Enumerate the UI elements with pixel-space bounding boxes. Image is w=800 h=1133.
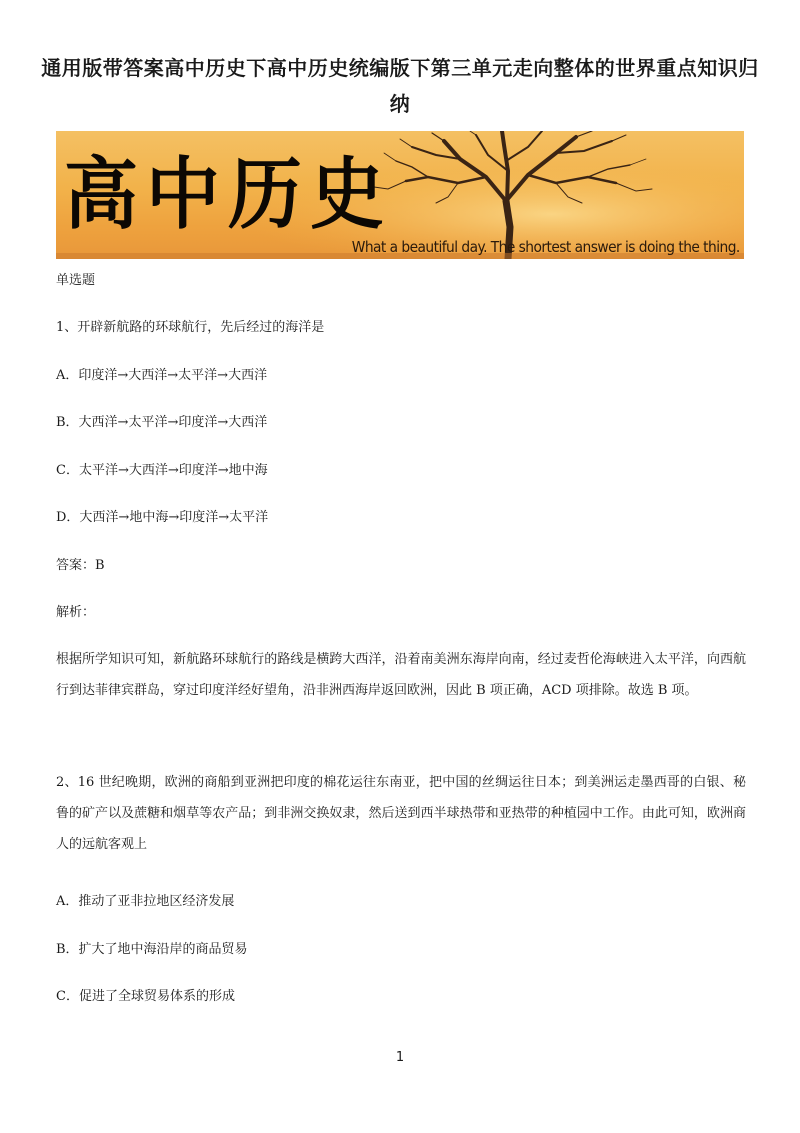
question-1-stem: 1、开辟新航路的环球航行，先后经过的海洋是: [56, 320, 325, 335]
question-2-stem: 2、16 世纪晚期，欧洲的商船到亚洲把印度的棉花运往东南亚，把中国的丝绸运往日本；到美洲运走墨西哥的白银、秘鲁的矿产以及蔗糖和烟草等农产品；到非洲交换奴隶，然后送到西半球热带和亚热带的种植园中工作。由此可知，欧洲商人的远航客观上: [56, 775, 746, 852]
question-1-analysis: 根据所学知识可知，新航路环球航行的路线是横跨大西洋，沿着南美洲东海岸向南，经过麦哲伦海峡进入太平洋，向西航行到达菲律宾群岛，穿过印度洋经好望角，沿非洲西海岸返回欧洲，因此 B 项正确，ACD 项排除。故选 B 项。: [56, 652, 746, 698]
question-2-option-b: B．扩大了地中海沿岸的商品贸易: [56, 942, 248, 957]
question-1-option-c: C．太平洋→大西洋→印度洋→地中海: [56, 463, 268, 478]
question-2-option-a: A．推动了亚非拉地区经济发展: [56, 894, 235, 909]
question-1-answer: 答案：B: [56, 558, 105, 573]
section-label: 单选题: [56, 273, 96, 288]
question-1-option-d: D．大西洋→地中海→印度洋→太平洋: [56, 510, 269, 525]
page-number: 1: [395, 1050, 405, 1065]
document-title: 通用版带答案高中历史下高中历史统编版下第三单元走向整体的世界重点知识归纳: [41, 56, 759, 116]
question-1-option-a: A．印度洋→大西洋→太平洋→大西洋: [56, 368, 268, 383]
banner-caption: What a beautiful day. The shortest answer is doing the thing.: [351, 238, 740, 256]
question-1-option-b: B．大西洋→太平洋→印度洋→大西洋: [56, 415, 268, 430]
banner-title: 高中历史: [64, 149, 392, 241]
banner-image: [56, 131, 744, 259]
question-2-option-c: C．促进了全球贸易体系的形成: [56, 989, 235, 1004]
question-1-analysis-label: 解析：: [56, 605, 96, 620]
